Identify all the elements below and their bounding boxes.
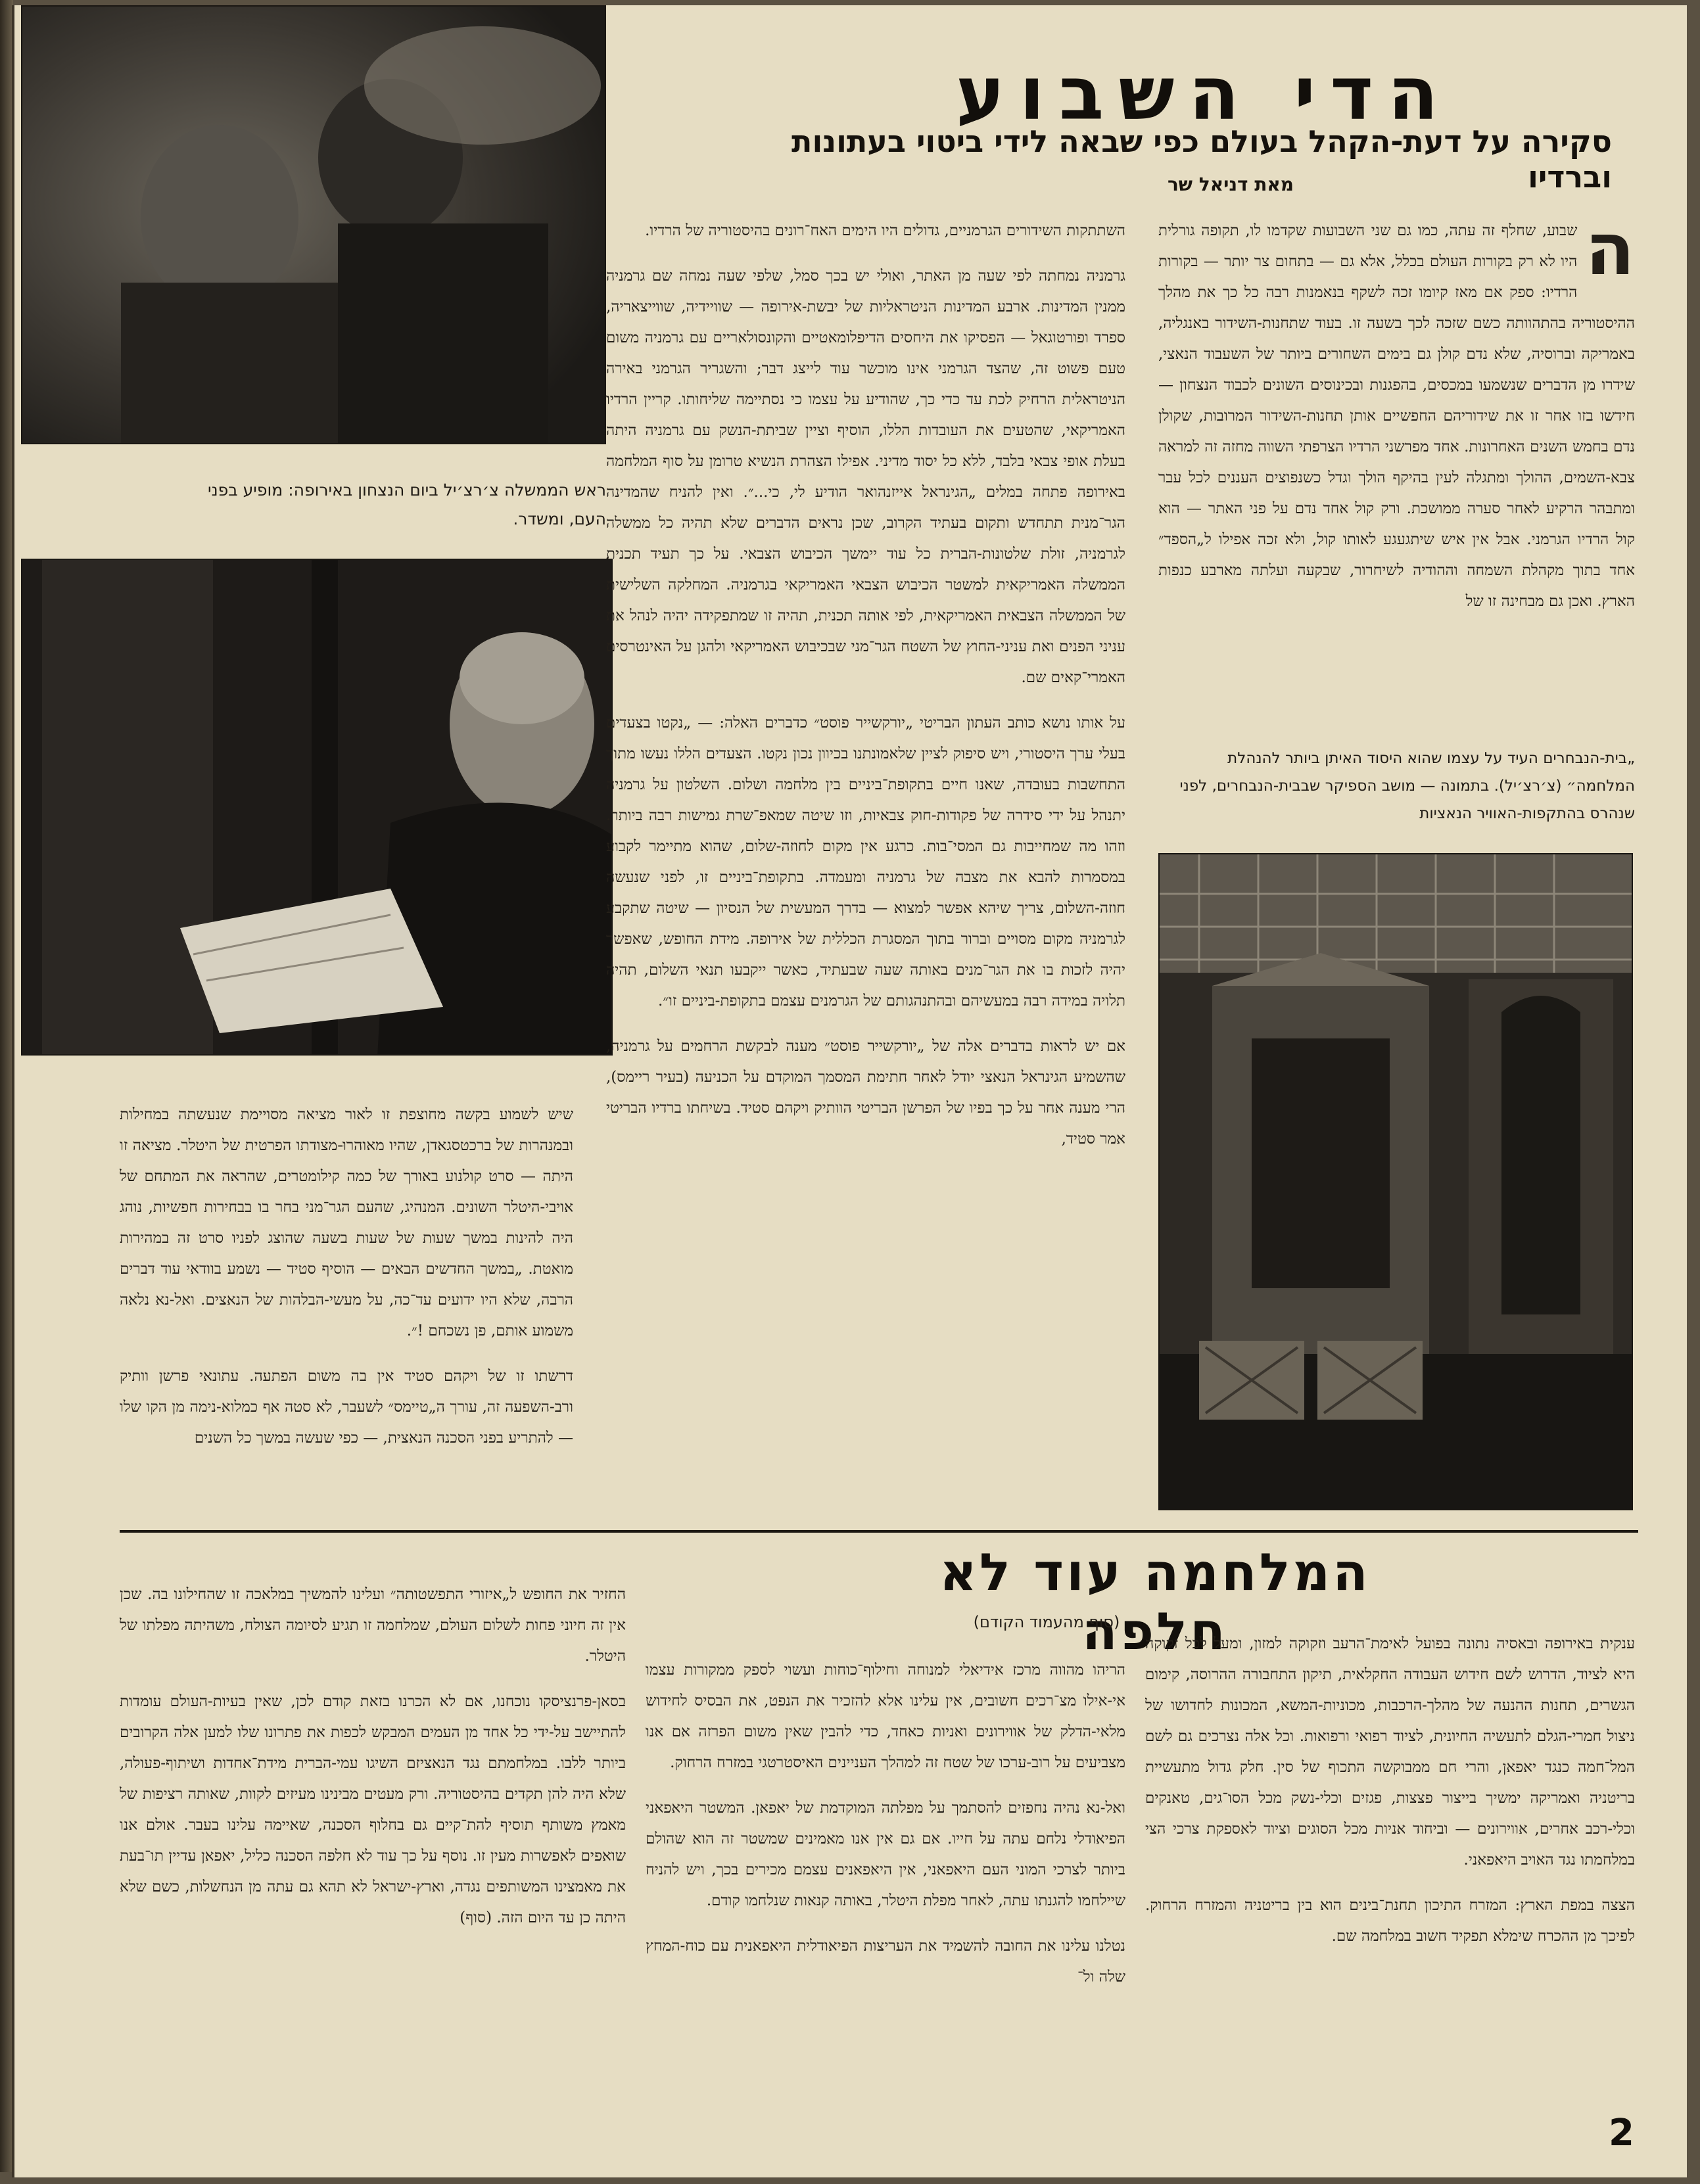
article1-column-left	[120, 1100, 573, 1530]
churchill-photo-image	[22, 560, 613, 1056]
byline: מאת דניאל שר	[1167, 174, 1294, 195]
parliament-photo	[1158, 853, 1633, 1510]
article2-middle-paragraph-1: הריהו מהווה מרכז אידיאלי למנוחה וחילוף־כוחות ועשוי לספק ממקורות עצמו אי-אילו מצ־רכים חשובים, אין עלינו אלא להזכיר את הנפט, את הבסיס לחידוש מלאי-הדלק של אווירונים ואניות כאחד, כדי להבין שאין משום הפרזה אם אנו מצביעים על רוב-ערכו של שטח זה למהלך העניינים האיסטרטגי במזרח הרחוק.	[646, 1661, 1125, 1771]
article2-title: המלחמה עוד לא חלפה	[939, 1543, 1371, 1661]
article2-continued-note: (סוף מהעמוד הקודם)	[973, 1613, 1120, 1631]
article1-left-paragraph-1: שיש לשמוע בקשה מחוצפת זו לאור מציאה מסויימת שנעשתה במחילות ובמנהרות של ברכטסגאדן, שהיו מאוהרוּ-מצודתו הפרטית של היטלר. מציאה זו היתה — סרט קולנוע באורך של כמה קילומטרים, שהראה את המתחם של אויבי-היטלר השונים. המנהיג, שהעם הגר־מני בחר בו בבחירות חפשיות, נוהג היה להינות במשך שעות של שעות בשעה שהוצג לפניו סרט זה במהירות מואטת. „במשך החדשים הבאים — הוסיף סטיד — נשמע בוודאי עוד דברים הרבה, שלא היו ידועים עד־כה, על מעשי-הבלהות של הנאצים. ואל-נא נלאה משמוע אותם, פן נשכחם !״.	[120, 1106, 573, 1339]
article1-middle-paragraph-4: אם יש לראות בדברים אלה של „יורקשייר פוסט״ מענה לבקשת הרחמים על גרמניה, שהשמיע הגינראל הנאצי יודל לאחר חתימת המסמך המוקדם על הכניעה (בעיר ריימס), הרי מענה אחר על כך בפיו של הפרשן הבריטי הוותיק ויקהם סטיד. בשיחתו ברדיו הבריטי אמר סטיד,	[606, 1038, 1125, 1148]
article2-left-paragraph-1: החזיר את החופש ל„איזורי התפשטותה״ ועלינו להמשיך במלאכה זו שהחילונו בה. שכן אין זה חיוני פחות לשלום העולם, שמלחמה זו תגיע לסיומה הצולח, משהיתה מפלתו של היטלר.	[120, 1586, 626, 1665]
crowd-photo-image	[22, 7, 606, 444]
article2-middle-paragraph-2: ואל-נא נהיה נחפזים להסתמך על מפלתה המוקדמת של יאפאן. המשטר היאפאני הפיאודלי נלחם עתה על חייו. אם גם אין אנו מאמינים שמשטר זה הוא שהולם ביותר לצרכי המוני העם היאפאני, אין היאפאנים עצמם מכירים בכך, ויש להניח שיילחמו להגנתו עתה, לאחר מפלת היטלר, באותה קנאות שנלחמו קודם.	[646, 1800, 1125, 1909]
article2-right-paragraph-2: הצצה במפת הארץ: המזרח התיכון תחנת־בינים הוא בין בריטניה והמזרח הרחוק. לפיכך מן ההכרח שימלא תפקיד חשוב במלחמה שם.	[1145, 1897, 1635, 1945]
article2-column-middle	[646, 1655, 1125, 2115]
article1-column-middle	[606, 216, 1125, 1529]
magazine-page	[12, 5, 1687, 2177]
section-divider	[120, 1530, 1638, 1533]
article2-column-right	[1145, 1629, 1635, 2095]
crowd-photo	[21, 5, 606, 444]
drop-cap: ה	[1585, 216, 1635, 291]
binding-spine	[0, 0, 13, 2172]
article1-middle-paragraph-1: השתתקות השידורים הגרמניים, גדולים היו הימים האח־רונים בהיסטוריה של הרדיו.	[645, 222, 1125, 239]
article2-middle-paragraph-3: נטלנו עלינו את החובה להשמיד את העריצות הפיאודלית היאפאנית עם כוח-המחץ שלה ול־	[646, 1938, 1125, 1986]
churchill-caption: ראש הממשלה צ׳רצ׳יל ביום הנצחון באירופה: מופיע בפני העם, ומשדר.	[208, 480, 606, 528]
article2-left-paragraph-2: בסאן-פרנציסקו נוכחנו, אם לא הכרנו בזאת קודם לכן, שאין בעיות-העולם עומדות להתיישב על-ידי כל אחד מן העמים המבקש לכפות את פתרונו שלו למען אלה הקרובים ביותר ללבו. במלחמתם נגד הנאציזם השיגו עמי-הברית מידת־אחדות ושיתוף-פעולה, שלא היה להן תקדים בהיסטוריה. ורק מעטים מבינינו מעיזים לקוות, שאותה רציפות של מאמץ משותף תוסיף להת־קיים גם בחלוף הסכנה, שאיימה עלינו בעבר. אולם אנו שואפים לאפשרות מעין זו. נוסף על כך עוד לא חלפה הסכנה כליל, יאפאן עדיין תו־בעת את מאמצינו המשותפים נגדה, וארץ-ישראל לא תהא גם עתה מן הנחשלות, כשם שלא היתה כן עד היום הזה. (סוף)	[120, 1693, 626, 1926]
page-subtitle: סקירה על דעת-הקהל בעולם כפי שבאה לידי ביטוי בעתונות וברדיו	[791, 124, 1612, 195]
article1-middle-paragraph-2: גרמניה נמחתה לפי שעה מן האתר, ואולי יש בכך סמל, שלפי שעה נמחה שם גרמניה ממנין המדינות. ארבע המדינות הניטראליות של יבשת-אירופה — שוויידיה, שווייצאריה, ספרד ופורטוגאל — הפסיקו את היחסים הדיפלומאטיים והקונסולאריים עם גרמניה משום טעם פשוט זה, שהצד הגרמני אינו מוכשר עוד לייצג דבר; והשגריר הגרמני באירה הניטראלית הרחיק לכת עד כדי כך, שהודיע על עצמו כי נסתיימה שליחותו. קריין הרדיו האמריקאי, שהטעים את העובדות הללו, הוסיף וציין שביתת-הנשק עם גרמניה היתה בעלת אופי צבאי בלבד, ללא כל יסוד מדיני. אפילו הצהרת הנשיא טרומן על סוף המלחמה באירופה פתחה במלים „הגינראל אייזנהואר הודיע לי, כי...״. ואין להניח שהמדינה הגר־מנית תתחדש ותקום בעתיד הקרוב, שכן נראים הדברים שלא תהיה כל ממשלה לגרמניה, זולת שלטונות-הברית כל עוד יימשך הכיבוש הצבאי. על כך תעיד תכנית הממשלה האמריקאית למשטר הכיבוש הצבאי האמריקאי בגרמניה. המחלקה השלישית של הממשלה הצבאית האמריקאית, לפי אותה תכנית, תהיה זו שמתפקידה יהיה לנהל את עניני הפנים ואת עניני-החוץ של השטח הגר־מני שבכיבוש האמריקאי ולהגן על האינטרסים האמרי־קאים שם.	[606, 267, 1125, 686]
churchill-photo	[21, 559, 613, 1056]
article2-right-paragraph-1: ענקית באירופה ובאסיה נתונה בפועל לאימת־הרעב וזקוקה למזון, ומעל לכל זקוקה היא לציוד, הדרוש לשם חידוש העבודה החקלאית, תיקון התחבורה ההרוסה, קימום הגשרים, תחנות ההנעה של מהלך-הרכבות, מכוניות-המשא, המכונות לחדושו של ניצול חמרי-הגלם לתעשיה החיונית, לציוד רפואי ורפואות. וכל אלה נצרכים גם לשם המל־חמה כנגד יאפאן, והרי חם ממבוקשה התכוף של סין. חלק גדול מתעשיית בריטניה ואמריקה ימשיך בייצור פצצות, פגזים וכלי-נשק מכל הסו־גים, טאנקים וכלי-רכב אחרים, אווירונים — וביחוד אניות מכל הסוגים וציוד לאספקת צרכי הצי במלחמתו נגד האויב היאפאני.	[1145, 1635, 1635, 1869]
article1-right-paragraph: שבוע, שחלף זה עתה, כמו גם שני השבועות שקדמו לו, תקופה גורלית היו לא רק בקורות העולם בכלל, אלא גם — בתחום צר יותר — בקורות הרדיו: ספק אם מאז קיומו זכה לשקף בנאמנות רבה כל כך את מהלך ההיסטוריה בהתהוותה כשם שזכה לכך בשעה זו. בעוד שתחנות-השידור באנגליה, באמריקה וברוסיה, שלא נדם קולן גם בימים השחורים ביותר של השעבוד הנאצי, שידרו מן הדברים שנשמעו במכסים, בהפגנות ובכינוסים השונים לכבוד הנצחון — חידשו בזו אחר זו את שידוריהם החפשיים אותן תחנות-השידור המרובות, שקולן נדם בחמש השנים האחרונות. אחד מפרשני הרדיו הצרפתי השווה מחזה זה למראה צבא-השמים, ההולך ומתגלה לעין בהיקף הולך וגדל כשנפוצים העננים לכל עבר ומתבהר הרקיע לאחר סערה ממושכת. ורק קול אחד נדם על פני האתר — הוא קול הרדיו הגרמני. אבל אין איש שיתגעגע לאותו קול, ולא זכה אפילו ל„הספד״ אחד בתוך מקהלת השמחה וההודיה לשיחרור, שבקעה ועלתה מארבע כנפות הארץ. ואכן גם מבחינה זו של	[1158, 222, 1635, 610]
page-number: 2	[1609, 2112, 1634, 2154]
article1-column-right	[1158, 216, 1635, 735]
page-title: הדי השבוע	[956, 51, 1453, 137]
parliament-photo-image	[1160, 854, 1633, 1510]
article1-middle-paragraph-3: על אותו נושא כותב העתון הבריטי „יורקשייר פוסט״ כדברים האלה: — „נקטו בצעדים בעלי ערך היסטורי, ויש סיפוק לציין שלאמונתנו בכיוון נכון נקטו. הצעדים הללו נעשו מתוך התחשבות בעובדה, שאנו חיים בתקופת־ביניים בין מלחמה ושלום. השלטון על גרמניה יתנהל על ידי סידרה של פקודות-חוק צבאיות, וזו שיטה שמאפ־שרת גמישות רבה ביותר. וזהו מה שמחייבות גם המסי־בות. כרגע אין מקום לחוזה-שלום, שהוא מתיימר לקבוע במסמרות להבא את מצבה של גרמניה ומעמדה. בתקופת־ביניים זו, לפני שנעשה חוזה-השלום, צריך שיהא אפשר למצוא — בדרך המעשית של הנסיון — שיטה שתקבע לגרמניה מקום מסויים וברור בתוך המסגרת הכללית של אירופה. מידת החופש, שאפשר יהיה לזכות בו את הגר־מנים באותה שעה שבעתיד, כאשר ייקבעו תנאי השלום, תהיה תלויה במידה רבה במעשיהם ובהתנהגותם של הגרמנים עצמם בתקופת-ביניים זו״.	[606, 714, 1125, 1010]
article2-column-left	[120, 1579, 626, 2158]
article1-left-paragraph-2: דרשתו זו של ויקהם סטיד אין בה משום הפתעה. עתונאי פרשן וותיק ורב-השפעה זה, עורך ה„טיימס״ לשעבר, לא סטה אף כמלוא-נימה מן הקו שלו — להתריע בפני הסכנה הנאצית, — כפי שעשה במשך כל השנים	[120, 1368, 573, 1447]
parliament-caption: „בית-הנבחרים העיד על עצמו שהוא היסוד האיתן ביותר להנהלת המלחמה״ (צ׳רצ׳יל). בתמונה — מושב הספיקר שבבית-הנבחרים, לפני שנהרס בהתקפות-האוויר הנאציות	[1179, 750, 1635, 822]
